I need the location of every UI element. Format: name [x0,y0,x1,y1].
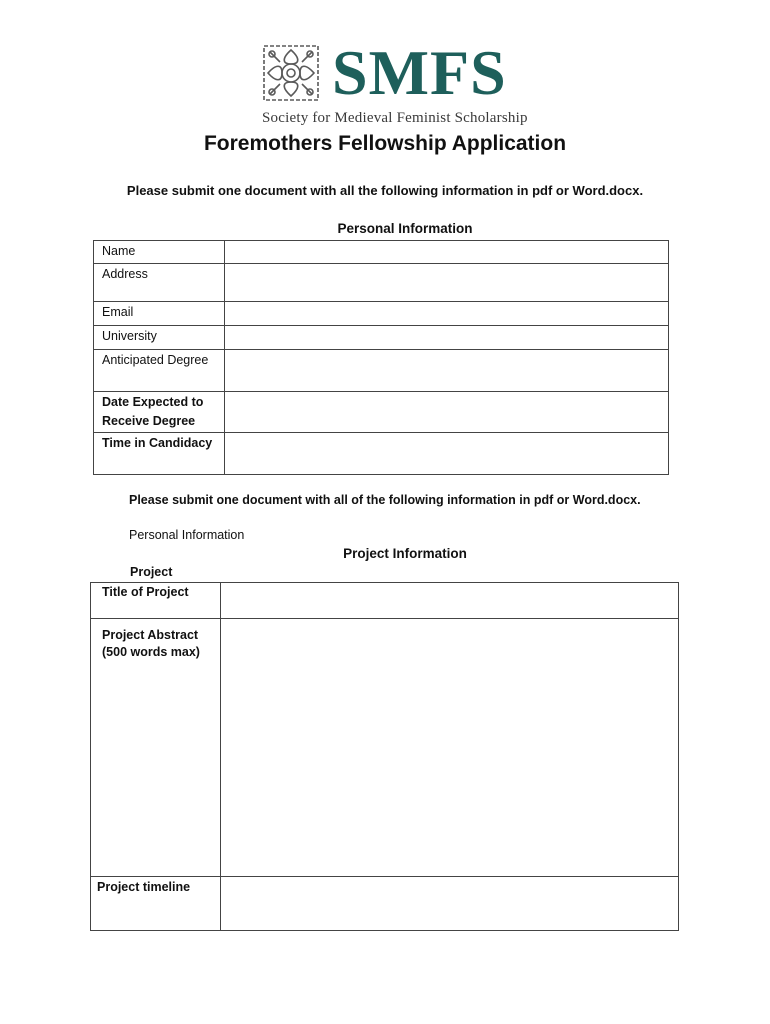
personal-info-heading: Personal Information [337,221,473,236]
project-timeline-label: Project timeline [91,877,221,931]
logo-wordmark: SMFS [332,37,507,108]
date-expected-label: Date Expected to Receive Degree [94,392,225,433]
project-abstract-field[interactable] [221,619,679,877]
time-in-candidacy-field[interactable] [225,433,669,475]
name-field[interactable] [225,241,669,264]
name-label: Name [94,241,225,264]
anticipated-degree-field[interactable] [225,350,669,392]
address-field[interactable] [225,264,669,302]
intro-instructions: Please submit one document with all the following information in pdf or Word.docx. [126,183,644,198]
project-info-heading: Project Information [343,546,467,561]
project-abstract-label: Project Abstract (500 words max) [91,619,221,877]
title-of-project-label: Title of Project [91,583,221,619]
university-field[interactable] [225,326,669,350]
page-title: Foremothers Fellowship Application [203,132,567,155]
personal-info-table [93,240,669,475]
time-in-candidacy-label: Time in Candidacy [94,433,225,475]
project-info-table [90,582,679,931]
overlay-note-instructions: Please submit one document with all of the following information in pdf or Word.docx. [129,493,641,507]
address-label: Address [94,264,225,302]
logo-subtitle: Society for Medieval Feminist Scholarship [262,110,528,126]
overlay-note-personal: Personal Information [129,528,245,542]
project-timeline-field[interactable] [221,877,679,931]
email-label: Email [94,302,225,326]
overlay-note-project: Project [130,565,173,579]
title-of-project-field[interactable] [221,583,679,619]
date-expected-field[interactable] [225,392,669,433]
smfs-logo [262,37,528,130]
email-field[interactable] [225,302,669,326]
ornament-icon [262,44,320,102]
anticipated-degree-label: Anticipated Degree [94,350,225,392]
university-label: University [94,326,225,350]
